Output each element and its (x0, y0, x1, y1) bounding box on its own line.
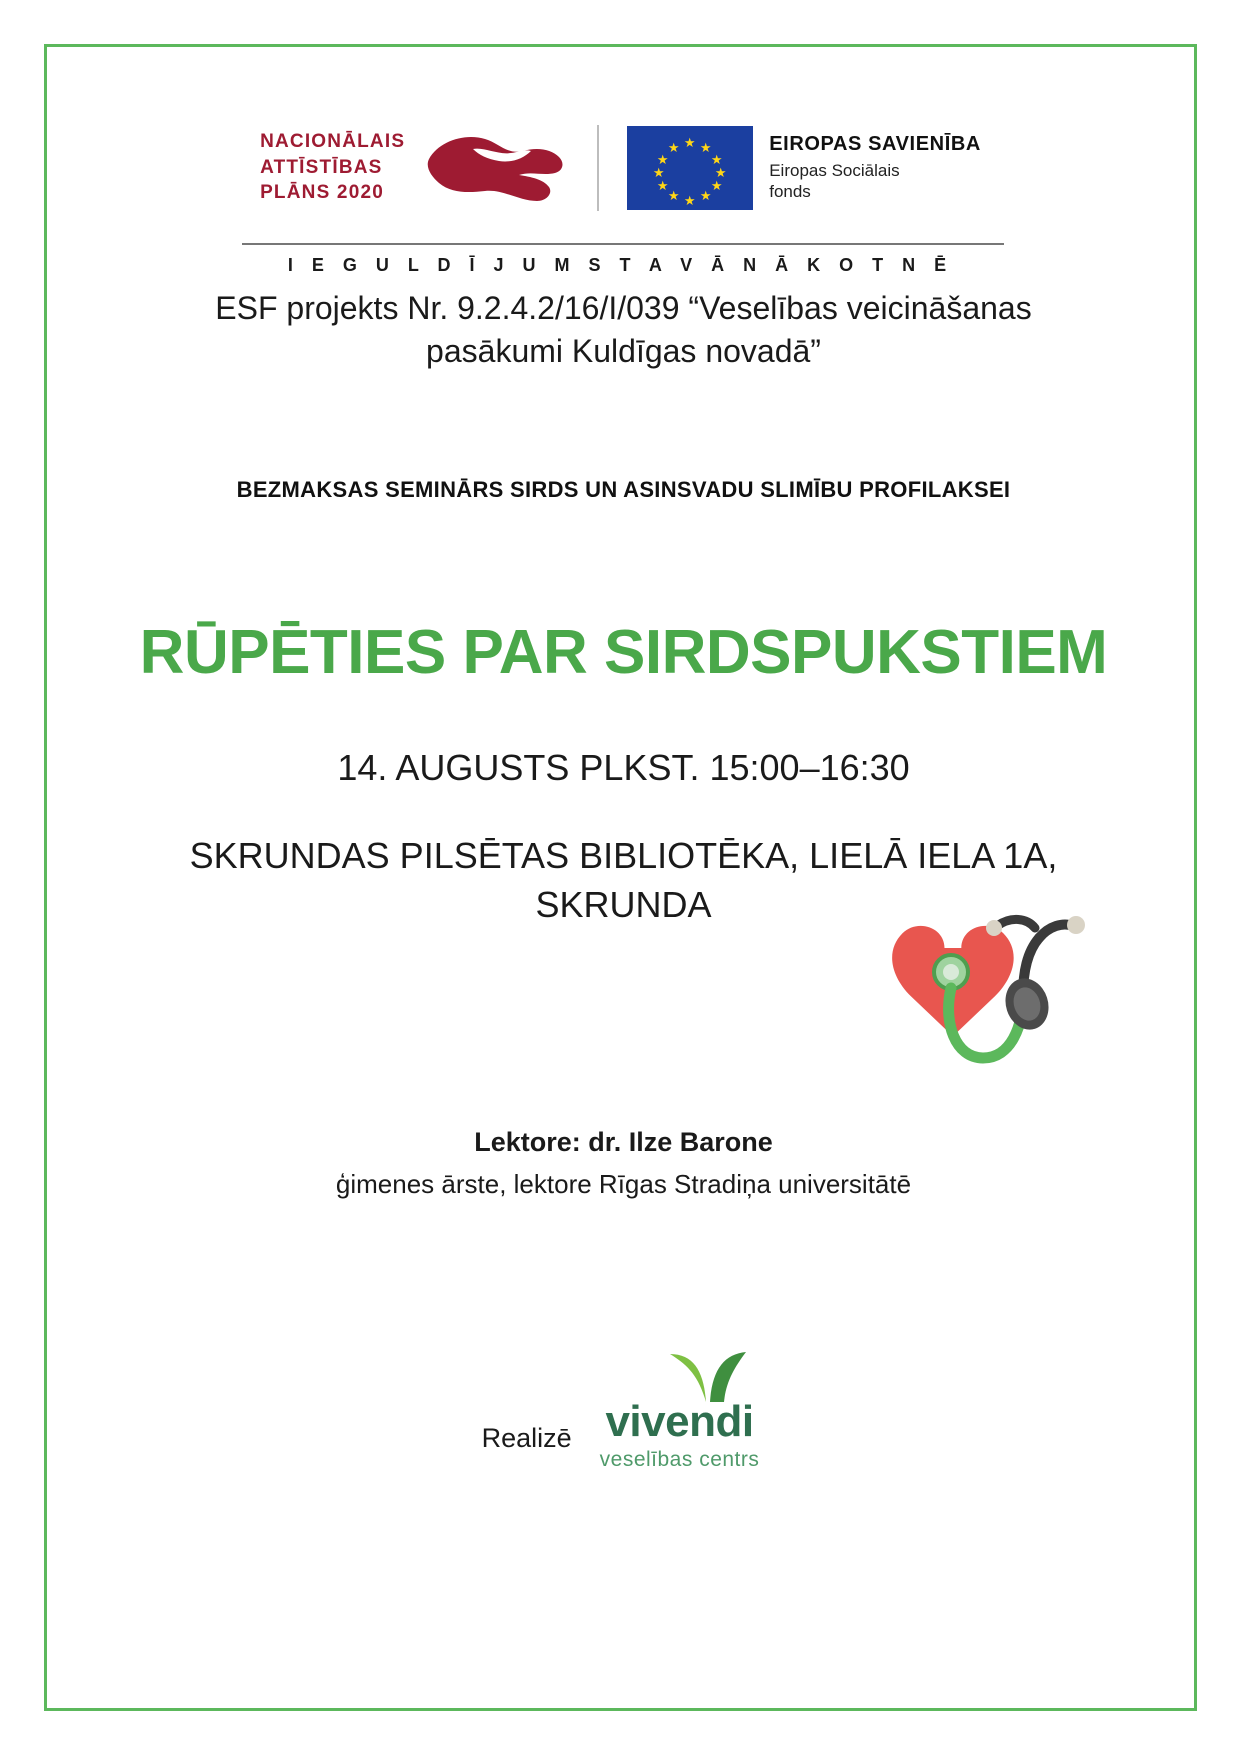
lecturer-description: ģimenes ārste, lektore Rīgas Stradiņa universitātē (335, 1169, 912, 1199)
event-datetime: 14. AUGUSTS PLKST. 15:00–16:30 (337, 747, 910, 788)
realized-by-label: Realizē (481, 1423, 572, 1453)
vivendi-brand-subtitle: veselības centrs (599, 1448, 760, 1471)
vivendi-brand-name: vivendi (605, 1397, 754, 1446)
latvia-map-icon (419, 119, 569, 216)
event-venue: SKRUNDAS PILSĒTAS BIBLIOTĒKA, LIELĀ IELA 1A, SKRUNDA (189, 835, 1058, 925)
nap-logo-text (260, 129, 405, 206)
eu-title: EIROPAS SAVIENĪBA (769, 132, 981, 155)
european-union-logo (627, 126, 981, 210)
eu-logo-text (769, 133, 981, 203)
heart-stethoscope-icon (877, 892, 1127, 1122)
nap-line-2: ATTĪSTĪBAS (260, 156, 383, 178)
nap-line-1: NACIONĀLAIS (260, 131, 406, 153)
seminar-subtitle: BEZMAKSAS SEMINĀRS SIRDS UN ASINSVADU SLIMĪBU PROFILAKSEI (236, 477, 1011, 502)
investment-tagline: I E G U L D Ī J U M S T A V Ā N Ā K O T N Ē (287, 255, 954, 275)
leaf-logo-icon (664, 1346, 750, 1411)
header-divider-rule (242, 243, 1004, 245)
eu-subtitle-line-1: Eiropas Sociālais (769, 160, 900, 180)
national-development-plan-logo (260, 119, 569, 216)
footer-organizer (47, 1392, 1194, 1472)
nap-line-3: PLĀNS 2020 (260, 182, 385, 204)
eu-subtitle-line-2: fonds (769, 182, 811, 201)
project-reference: ESF projekts Nr. 9.2.4.2/16/I/039 “Veselības veicināšanas pasākumi Kuldīgas novadā” (215, 290, 1032, 370)
logo-band (47, 119, 1194, 216)
poster-headline: RŪPĒTIES PAR SIRDSPUKSTIEM (139, 618, 1108, 687)
logo-divider (597, 125, 599, 211)
eu-flag-icon: ★ ★ ★ ★ ★ ★ ★ ★ ★ ★ ★ ★ (627, 126, 753, 210)
poster-canvas (44, 44, 1197, 1711)
lecturer-name: Lektore: dr. Ilze Barone (474, 1127, 773, 1157)
vivendi-logo (600, 1392, 760, 1472)
